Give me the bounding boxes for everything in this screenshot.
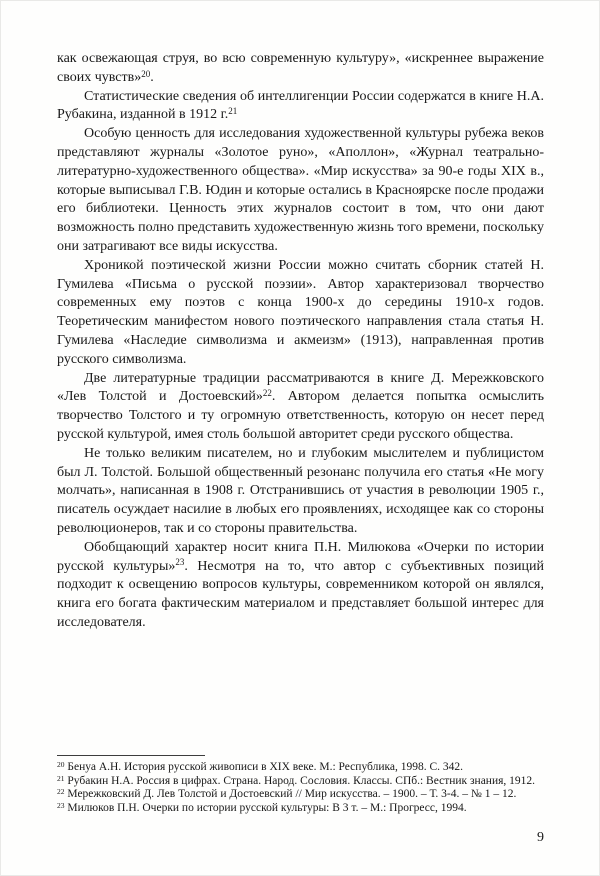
footnote: $^{21}$ Рубакин Н.А. Россия в цифрах. Страна. Народ. Сословия. Классы. СПб.: Вестник знания, 1912. bbox=[57, 773, 536, 787]
paragraph: Не только великим писателем, но и глубоким мыслителем и публицистом был Л. Толстой. Большой общественный резонанс получила его статья «Не могу молчать», написанная в 1908 г. Отстранившись от участия в революции 1905 г., писатель осуждает насилие в любых его проявлениях, исходящее как со стороны революционеров, так и со стороны правительства. bbox=[57, 445, 544, 536]
paragraph: Хроникой поэтической жизни России можно считать сборник статей Н. Гумилева «Письма о русской поэзии». Автор характеризовал творчество современных ему поэтов с конца 1900-х до середины 1910-х годов. Теоретическим манифестом нового поэтического направления стала статья Н. Гумилева «Наследие символизма и акмеизм» (1913), направленная против русского символизма. bbox=[57, 257, 544, 367]
page-number: 9 bbox=[537, 830, 544, 845]
paragraph: Обобщающий характер носит книга П.Н. Милюкова «Очерки по истории русской культуры»$^{23}$. Несмотря на то, что автор с субъективных позиций подходит к освещению вопросов культуры, современником которой он являлся, книга его богата фактическим материалом и представляет большой интерес для исследователя. bbox=[57, 539, 544, 630]
footnote-reference: 22 bbox=[262, 388, 272, 399]
text-footnote-gap bbox=[57, 633, 544, 755]
paragraph: Статистические сведения об интеллигенции России содержатся в книге Н.А. Рубакина, изданной в 1912 г.$^{21}$ bbox=[57, 88, 544, 123]
footnote-reference: 20 bbox=[141, 68, 151, 79]
footnote-number: 22 bbox=[57, 787, 65, 797]
main-text bbox=[57, 50, 544, 633]
footnote-number: 21 bbox=[57, 773, 65, 783]
footnote-number: 23 bbox=[57, 801, 65, 811]
paragraph: как освежающая струя, во всю современную культуру», «искреннее выражение своих чувств»$^{20}$. bbox=[57, 51, 544, 85]
footnote: $^{22}$ Мережковский Д. Лев Толстой и Достоевский // Мир искусства. – 1900. – Т. 3-4. – № 1 – 12. bbox=[57, 787, 517, 801]
footnote: $^{20}$ Бенуа А.Н. История русской живописи в XIX веке. М.: Республика, 1998. С. 342. bbox=[57, 759, 464, 773]
paragraph: Две литературные традиции рассматриваются в книге Д. Мережковского «Лев Толстой и Достоевский»$^{22}$. Автором делается попытка осмыслить творчество Толстого и ту огромную ответственность, которую он несет перед русской культурой, имея столь большой авторитет среди русского общества. bbox=[57, 370, 544, 442]
footnote-reference: 21 bbox=[228, 106, 238, 117]
paragraph: Особую ценность для исследования художественной культуры рубежа веков представляют журналы «Золотое руно», «Аполлон», «Журнал театрально-литературно-художественного общества». «Мир искусства» за 90-е годы XIX в., которые выписывал Г.В. Юдин и которые остались в Красноярске после продажи его библиотеки. Ценность этих журналов состоит в том, что они дают возможность полно представить художественную жизнь того времени, поскольку они затрагивают все виды искусства. bbox=[57, 126, 544, 254]
footnote-separator bbox=[57, 755, 205, 756]
footnote-reference: 23 bbox=[175, 557, 185, 568]
footnote-number: 20 bbox=[57, 759, 65, 769]
page-footer bbox=[57, 830, 544, 846]
footnotes-list bbox=[57, 761, 544, 816]
footnote: $^{23}$ Милюков П.Н. Очерки по истории русской культуры: В 3 т. – М.: Прогресс, 1994. bbox=[57, 801, 467, 815]
